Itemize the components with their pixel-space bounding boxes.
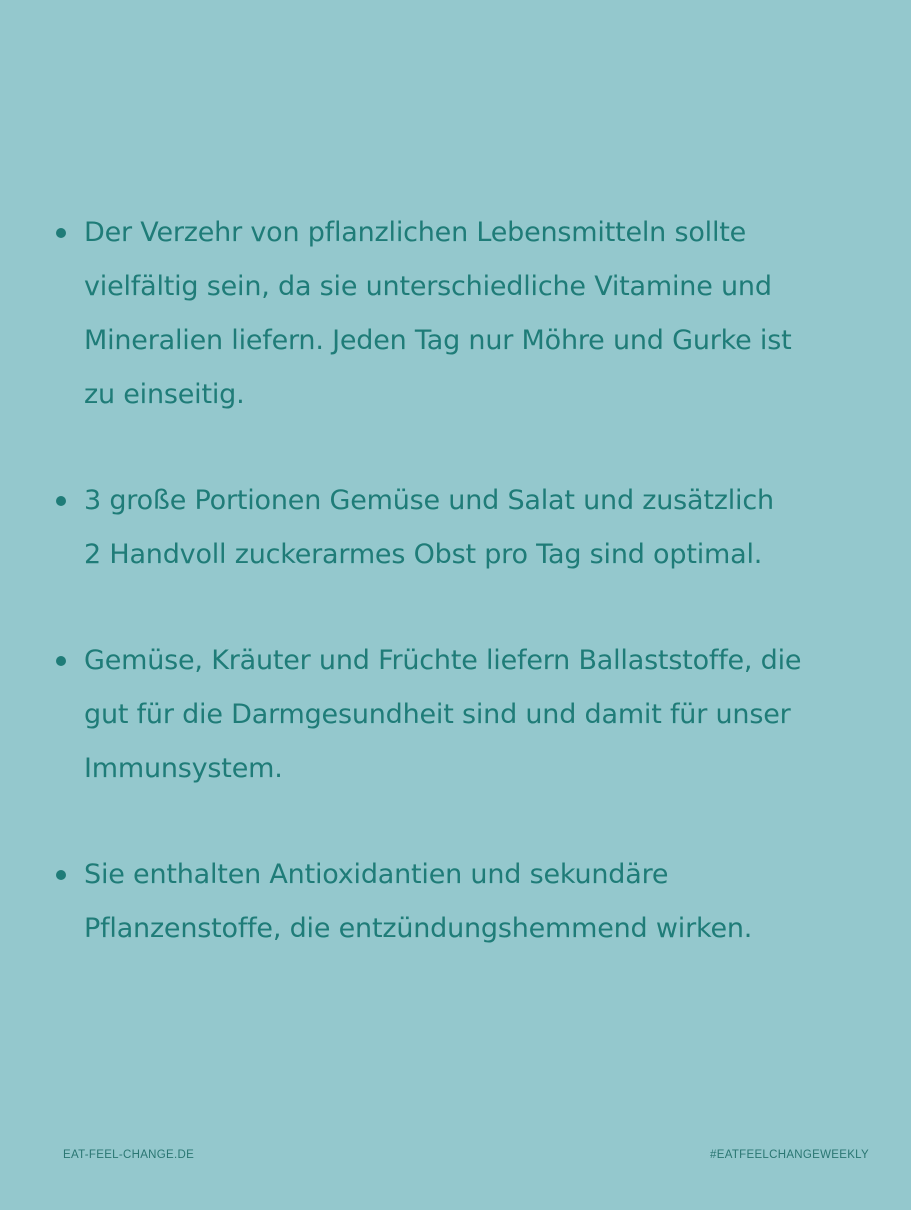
- bullet-line: 2 Handvoll zuckerarmes Obst pro Tag sind optimal.: [84, 539, 763, 570]
- bullet-dot-icon: [56, 228, 66, 238]
- bullet-line: Mineralien liefern. Jeden Tag nur Möhre und Gurke ist: [84, 325, 792, 356]
- bullet-dot-icon: [56, 656, 66, 666]
- bullet-list: [54, 206, 874, 956]
- bullet-item: [54, 848, 874, 956]
- bullet-line: Pflanzenstoffe, die entzündungshemmend wirken.: [84, 913, 753, 944]
- bullet-line: Der Verzehr von pflanzlichen Lebensmitteln sollte: [84, 217, 747, 248]
- bullet-dot-icon: [56, 870, 66, 880]
- bullet-line: vielfältig sein, da sie unterschiedliche Vitamine und: [84, 271, 772, 302]
- bullet-item: [54, 474, 874, 582]
- bullet-line: zu einseitig.: [84, 379, 245, 410]
- bullet-dot-icon: [56, 496, 66, 506]
- bullet-line: Sie enthalten Antioxidantien und sekundäre: [84, 859, 669, 890]
- footer-hashtag: #EATFEELCHANGEWEEKLY: [710, 1149, 869, 1161]
- bullet-item: [54, 634, 874, 796]
- bullet-item: [54, 206, 874, 422]
- bullet-line: gut für die Darmgesundheit sind und damit für unser: [84, 699, 791, 730]
- footer-website: EAT-FEEL-CHANGE.DE: [63, 1149, 195, 1161]
- bullet-line: 3 große Portionen Gemüse und Salat und zusätzlich: [84, 485, 774, 516]
- bullet-line: Immunsystem.: [84, 753, 283, 784]
- bullet-line: Gemüse, Kräuter und Früchte liefern Ballaststoffe, die: [84, 645, 802, 676]
